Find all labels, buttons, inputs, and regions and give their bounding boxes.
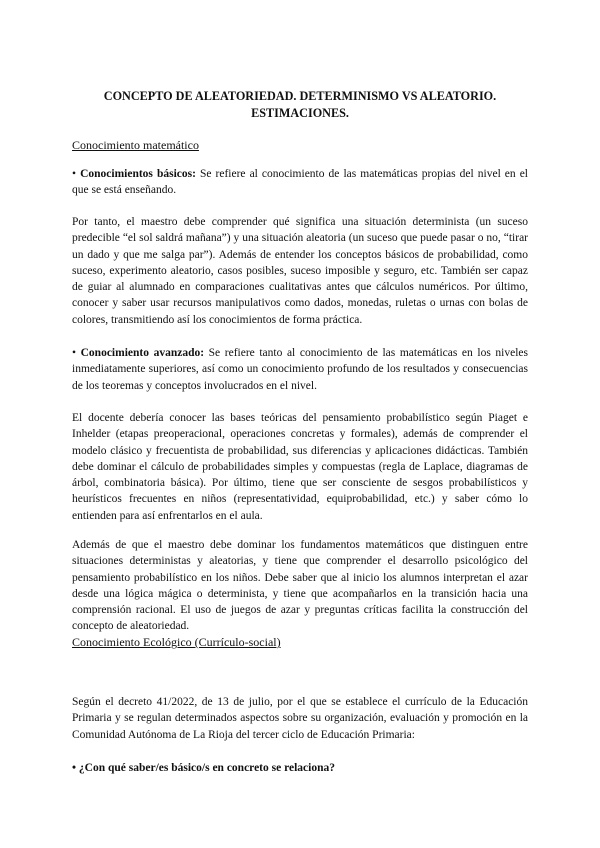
section-heading-ecological-knowledge: Conocimiento Ecológico (Currículo-social)	[72, 635, 281, 649]
paragraph-advanced-detail: El docente debería conocer las bases teóricas del pensamiento probabilístico según Piaget e Inhelder (etapas preoperacional, operaciones concretas y formales), además de comprender el modelo clásico y frecuentista de probabilidad, sus diferencias y aplicaciones didácticas. También debe dominar el cálculo de probabilidades simples y compuestas (regla de Laplace, diagramas de árbol, combinatoria básica). Por último, tiene que ser consciente de sesgos probabilísticos y heurísticos frecuentes en niños (representatividad, equiprobabilidad, etc.) y saber cómo lo entienden para así enfrentarlos en el aula.	[72, 412, 528, 522]
paragraph-decree: Según el decreto 41/2022, de 13 de julio, por el que se establece el currículo de la Educación Primaria y se regulan determinados aspectos sobre su organización, evaluación y promoción en la Comunidad Autónoma de La Rioja del tercer ciclo de Educación Primaria:	[72, 696, 528, 741]
paragraph-basic-knowledge	[72, 166, 528, 199]
advanced-knowledge-text: Se refiere tanto al conocimiento de las matemáticas en los niveles inmediatamente superiores, así como un conocimiento profundo de los resultados y consecuencias de los teoremas y conceptos involucrados en el nivel.	[72, 347, 528, 392]
title-line-2: ESTIMACIONES.	[251, 106, 349, 120]
section-heading-mathematical-knowledge: Conocimiento matemático	[72, 138, 199, 152]
paragraph-fundamentals: Además de que el maestro debe dominar los fundamentos matemáticos que distinguen entre situaciones deterministas y aleatorias, y tiene que comprender el desarrollo psicológico del pensamiento probabilístico en los niños. Debe saber que al inicio los alumnos interpretan el azar desde una lógica mágica o determinista, y tiene que acompañarlos en la transición hacia una comprensión racional. El uso de juegos de azar y preguntas críticas facilita la construcción del concepto de aleatoriedad.	[72, 539, 528, 633]
advanced-knowledge-label: Conocimiento avanzado:	[80, 347, 205, 359]
page-title	[72, 88, 528, 122]
paragraph-basic-detail: Por tanto, el maestro debe comprender qué significa una situación determinista (un suceso predecible “el sol saldrá mañana”) y una situación aleatoria (un suceso que puede pasar o no, “tirar un dado y que me salga par”). Además de entender los conceptos básicos de probabilidad, como suceso, experimento aleatorio, casos posibles, suceso imposible y seguro, etc. También ser capaz de guiar al alumnado en comparaciones cualitativas antes que cálculos numéricos. Por último, conocer y saber usar recursos manipulativos como dados, monedas, ruletas o urnas con bolas de colores, transmitiendo así los conocimientos de forma práctica.	[72, 216, 528, 326]
paragraph-advanced-knowledge	[72, 345, 528, 394]
question-bullet: • ¿Con qué saber/es básico/s en concreto se relaciona?	[72, 762, 335, 774]
bullet: •	[72, 347, 81, 359]
bullet: •	[72, 168, 81, 180]
basic-knowledge-label: Conocimientos básicos:	[80, 168, 196, 180]
basic-knowledge-text: Se refiere al conocimiento de las matemáticas propias del nivel en el que se está enseñando.	[72, 168, 529, 197]
title-line-1: CONCEPTO DE ALEATORIEDAD. DETERMINISMO VS ALEATORIO.	[103, 89, 497, 103]
